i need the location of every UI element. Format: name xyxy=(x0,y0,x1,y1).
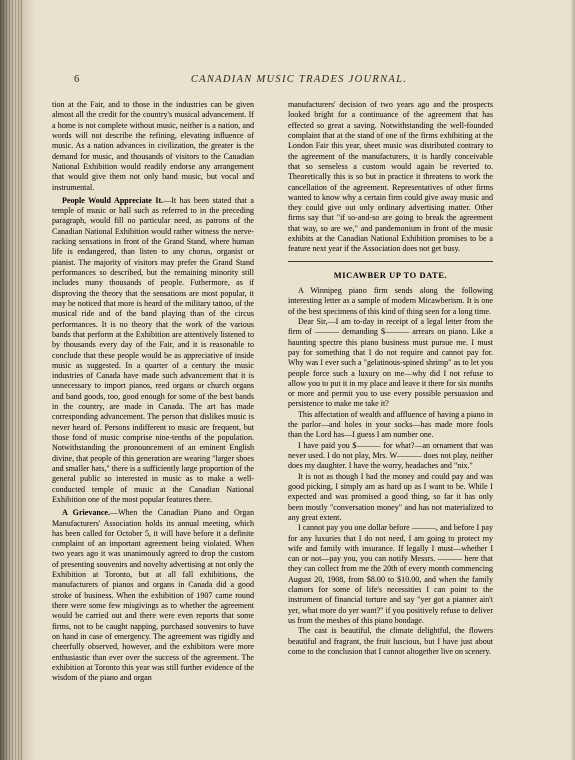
book-spine-edges xyxy=(0,0,22,760)
article-paragraph: It is not as though I had the money and could pay and was good picking, I simply am as hard up as I want to be. While I expected and was promised a good thing, so far it has only been mostly "conversation money" and has not materialized to any great extent. xyxy=(288,471,493,522)
page-edge-shadow xyxy=(570,0,575,760)
journal-title: CANADIAN MUSIC TRADES JOURNAL. xyxy=(190,74,408,85)
section-heading: People Would Appreciate It. xyxy=(62,195,164,205)
article-title: MICAWBER UP TO DATE. xyxy=(333,270,448,280)
page-number: 6 xyxy=(74,74,80,85)
article-paragraph: The cast is beautiful, the climate delightful, the flowers beautiful and fragrant, the fruit luscious, but I have just about come to the conclusion that I cannot altogether live on scenery. xyxy=(288,626,493,656)
article-paragraph: Dear Sir,—I am to-day in receipt of a legal letter from the firm of ——— demanding $——— arrears on piano. Like a haunting spectre this piano business must pursue me. I must pay for something that I do not require and cannot pay for. Why was I ever such a "gelatinous-spined shrimp" as to let you people force such a luxury on me—why did I not refuse to allow you to put it in my place and leave it there for six months or more and permit you to use every possible persuasion and persistence to make me take it? xyxy=(288,316,493,409)
article-paragraph: A Winnipeg piano firm sends along the following interesting letter as a sample of modern Micawberism. It is one of the best specimens of this kind of thing seen for a long time. xyxy=(288,286,493,316)
section-divider-rule xyxy=(288,261,493,262)
opening-paragraph: tion at the Fair, and to those in the industries can be given almost all the credit for the country's musical advancement. If a home is not complete without music, neither is a nation, and words will not describe the refining, elevating influence of music. As a nation advances in civilization, the greater is the demand for music, and thousands of visitors to the Canadian National Exhibition would readily endorse any arrangement that would give them not only band music, but vocal and instrumental. xyxy=(52,100,254,192)
article-paragraph: I cannot pay you one dollar before ———, and before I pay for any luxuries that I do not need, I am going to protect my wife and family with insurance. If legally I must—whether I can or not—pay you, you can notify Messrs. ——— here that they can collect from me the 20th of every month commencing August 20, 1908, from $8.00 to $10.00, and when the family clamors for some of life's necessities I can point to the instrument of financial torture and say "yer got a pianner ain't yer, what more do yer want?" if you positively refuse to deliver us from the meshes of this piano bondage. xyxy=(288,523,493,625)
continuation-paragraph: manufacturers' decision of two years ago and the prospects looked bright for a continuance of the agreement that has effected so great a saving. Notwithstanding the well-founded complaint that at the stand of one of the firms exhibiting at the London Fair this year, sheet music was distributed contrary to the agreement of the manufacturers, it is hardly conceivable that so senseless a custom would again be reverted to. Theoretically this is so but in practice it threatens to work the cancellation of the agreement. Representatives of other firms wanted to know why a certain firm could give away music and they could give out only ordinary advertising matter. Other firms say that "if so-and-so are going to break the agreement that way, so are we," and pandemonium in front of the music exhibits at the Canadian National Exhibition promises to be a feature next year if the Association does not get busy. xyxy=(288,100,493,254)
section-people-would-appreciate xyxy=(52,196,254,505)
section-a-grievance xyxy=(52,508,254,683)
right-column xyxy=(288,100,493,657)
article-paragraph: This affectation of wealth and affluence of having a piano in the parlor—and holes in your socks—has made more fools than the Lord has—I guess I am number one. xyxy=(288,409,493,440)
left-column xyxy=(52,100,254,684)
section-body: —When the Canadian Piano and Organ Manufacturers' Association holds its annual meeting, which has been called for October 5, it will have before it a definite complaint of an important agreement being violated. When two years ago it was unanimously agreed to drop the custom of presenting souvenirs and novelty advertising at not only the Exhibition at Toronto, but at all fall exhibitions, the manufacturers of pianos and organs in Canada did a good stroke of business. When the exhibition of 1907 came round there were some few misgivings as to whether the agreement would be carried out and there were even reports that some firms, not to be caught napping, purchased souvenirs to have on hand in case of emergency. The agreement was rigidly and cheerfully observed, however, and the exhibitors were more enthusiastic than ever over the success of the agreement. The exhibition at Toronto this year was still further evidence of the wisdom of the piano and organ xyxy=(52,508,255,683)
section-heading: A Grievance. xyxy=(62,508,111,518)
page-header xyxy=(74,74,524,90)
section-body: —It has been stated that a temple of music or hall such as referred to in the preceding paragraph, would fill no particular need, as patrons of the Canadian National Exhibition would rather witness the nerve-racking sensations in front of the Grand Stand, where human life is endangered, than listen to any chorus, organist or pianist. The majority of visitors may prefer the Grand Stand performances so described, but the remaining minority still includes many thousands of people. Futhermore, as if disproving the theory that the sensations are most popular, it may be noticed that more is heard of the military tattoo, of the musical ride and of the band playing than of the circus performances. It is no theory that the work of the various bands that perform at the Exhibition are attentively listened to by thousands every day of the Fair, and it is reasonable to conclude that these people would be as appreciative of inside music as suggested. In a quarter of a century the music industries of Canada have made such advancement that it is unnecessary to import pianos, reed organs or church organs and band goods, too, good enough for some of the best bands in the country, are made in Canada. The art has made corresponding advancement. The person that dislikes music is never heard of. Persons indifferent to music are frequent, but those fond of music comprise nine-tenths of the population. Notwithstanding the pronouncement of an eminent English divine, that people of this generation are wearing "larger shoes and smaller hats," there is a sufficiently large proportion of the general public so interested in music as to make a well-conducted temple of music at the Canadian National Exhibition one of the most popular features there. xyxy=(52,195,254,504)
article-paragraph: I have paid you $——— for what?—an ornament that was never used. I do not play, Mrs. W——— does not play, neither does my daughter. I have the worry, headaches and "nix." xyxy=(288,440,493,471)
